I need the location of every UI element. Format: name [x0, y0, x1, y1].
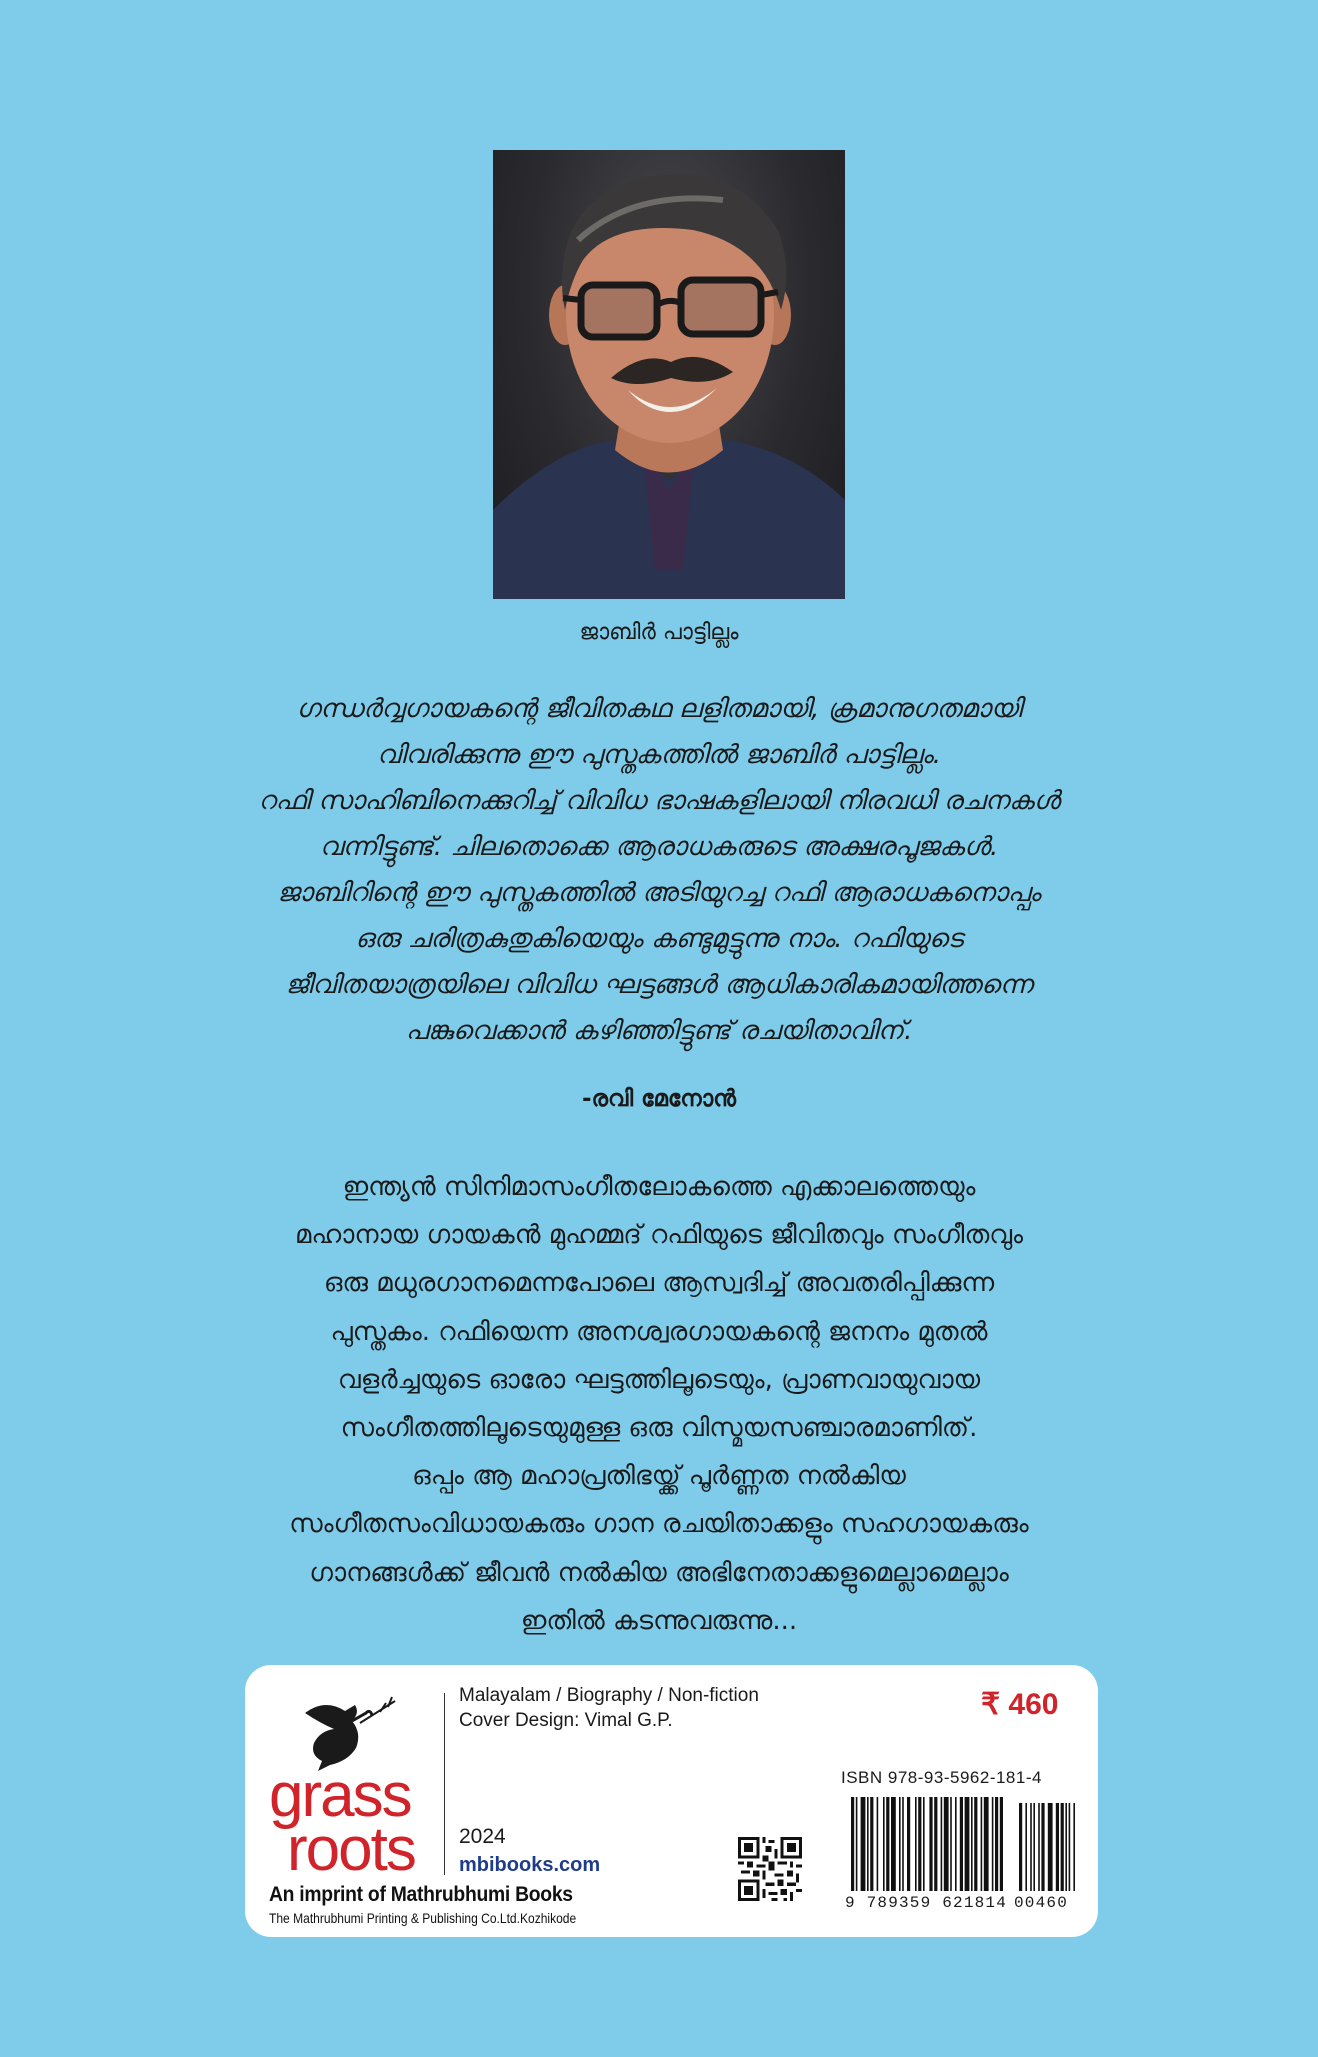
qr-code-icon — [738, 1837, 802, 1901]
description-line: വളർച്ചയുടെ ഓരോ ഘട്ടത്തിലൂടെയും, പ്രാണവായുവായ — [337, 1364, 981, 1395]
printer-line: The Mathrubhumi Printing & Publishing Co.Ltd.Kozhikode — [269, 1910, 577, 1926]
genre-label: Malayalam / Biography / Non-fiction — [459, 1685, 759, 1706]
price-label: ₹ 460 — [981, 1688, 1059, 1721]
barcode-icon — [851, 1797, 1079, 1901]
cover-design-credit: Cover Design: Vimal G.P. — [459, 1710, 673, 1731]
barcode-digits: 9 789359 621814 — [845, 1894, 1008, 1912]
panel-divider — [444, 1693, 445, 1875]
imprint-line: An imprint of Mathrubhumi Books — [269, 1883, 573, 1906]
publisher-panel — [245, 1665, 1098, 1937]
blurb-line: ജാബിറിന്റെ ഈ പുസ്തകത്തിൽ അടിയുറച്ച റഫി ആരാധകനൊപ്പം — [277, 878, 1041, 908]
barcode-addon-digits: 00460 — [1014, 1894, 1069, 1912]
publisher-website[interactable]: mbibooks.com — [459, 1854, 601, 1876]
blurb-line: വിവരിക്കുന്നു ഈ പുസ്തകത്തിൽ ജാബിർ പാട്ടില്ലം. — [376, 740, 942, 770]
publication-year: 2024 — [459, 1825, 506, 1848]
book-description — [190, 1163, 1128, 1645]
blurb-line: ഗന്ധർവ്വഗായകന്റെ ജീവിതകഥ ലളിതമായി, ക്രമാനുഗതമായി — [296, 694, 1022, 724]
blurb-line: പങ്കുവെക്കാൻ കഴിഞ്ഞിട്ടുണ്ട് രചയിതാവിന്. — [405, 1016, 913, 1046]
description-line: പുസ്തകം. റഫിയെന്ന അനശ്വരഗായകന്റെ ജനനം മുതൽ — [330, 1316, 988, 1347]
isbn-label: ISBN 978-93-5962-181-4 — [841, 1768, 1042, 1787]
description-line: ഒപ്പം ആ മഹാപ്രതിഭയ്ക്ക് പൂർണ്ണത നൽകിയ — [412, 1461, 906, 1492]
author-caption: ജാബിർ പാട്ടില്ലം — [579, 620, 739, 645]
description-line: ഒരു മധുരഗാനമെന്നപോലെ ആസ്വദിച്ച് അവതരിപ്പിക്കുന്ന — [323, 1268, 995, 1299]
blurb-line: റഫി സാഹിബിനെക്കുറിച്ച് വിവിധ ഭാഷകളിലായി നിരവധി രചനകൾ — [258, 786, 1060, 816]
description-line: മഹാനായ ഗായകൻ മുഹമ്മദ് റഫിയുടെ ജീവിതവും സംഗീതവും — [295, 1220, 1023, 1251]
logo-grass: grass — [269, 1761, 411, 1830]
blurb-line: വന്നിട്ടുണ്ട്. ചിലതൊക്കെ ആരാധകരുടെ അക്ഷരപൂജകൾ. — [319, 832, 999, 862]
author-photo — [493, 150, 845, 599]
description-line: സംഗീതസംവിധായകരും ഗാന രചയിതാക്കളും സഹഗായകരും — [289, 1509, 1029, 1540]
logo-roots: roots — [287, 1815, 415, 1884]
blurb-line: ഒരു ചരിത്രകുതുകിയെയും കണ്ടുമുട്ടുന്നു നാം. റഫിയുടെ — [355, 924, 963, 954]
endorsement-attribution: -രവി മേനോൻ — [581, 1086, 737, 1112]
description-line: ഇന്ത്യൻ സിനിമാസംഗീതലോകത്തെ എക്കാലത്തെയും — [342, 1172, 976, 1202]
endorsement-blurb — [190, 686, 1128, 1054]
description-line: ഇതിൽ കടന്നുവരുന്നു... — [520, 1605, 798, 1636]
description-line: സംഗീതത്തിലൂടെയുമുള്ള ഒരു വിസ്മയസഞ്ചാരമാണിത്. — [340, 1413, 978, 1444]
blurb-line: ജീവിതയാത്രയിലെ വിവിധ ഘട്ടങ്ങൾ ആധികാരികമായിത്തന്നെ — [285, 970, 1033, 1000]
description-line: ഗാനങ്ങൾക്ക് ജീവൻ നൽകിയ അഭിനേതാക്കളുമെല്ലാമെല്ലാം — [309, 1557, 1009, 1588]
